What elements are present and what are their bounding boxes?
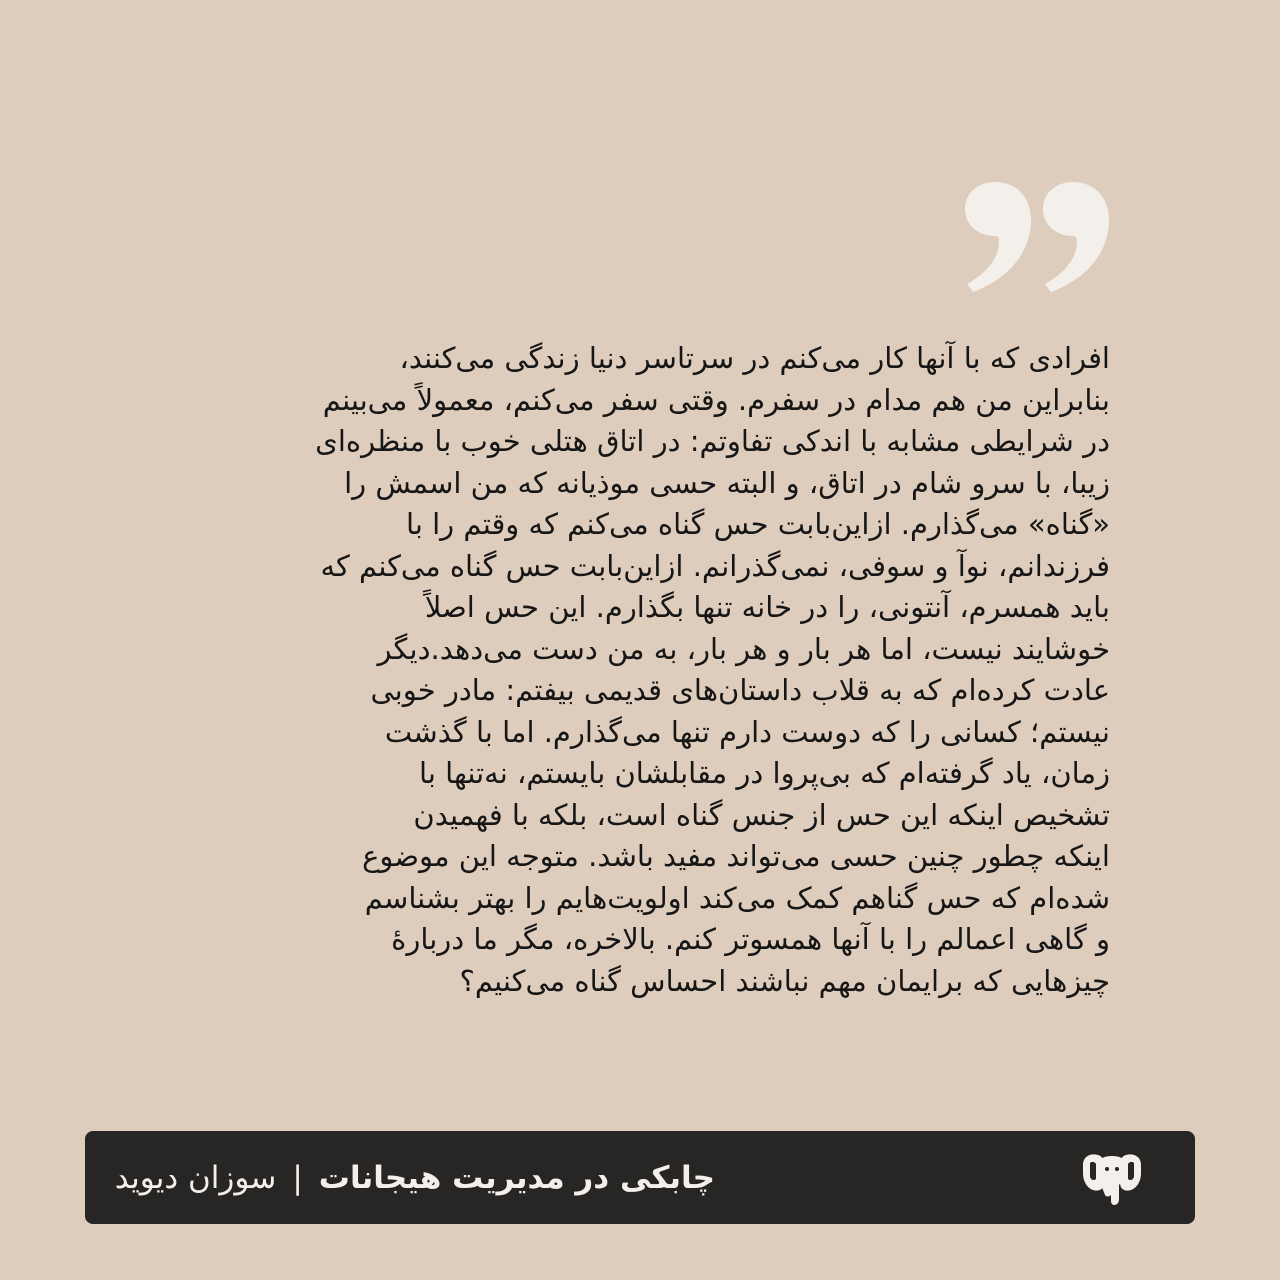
quote-line: افرادی که با آنها کار می‌کنم در سرتاسر دنیا زندگی می‌کنند، [399, 341, 1110, 375]
quote-line: در شرایطی مشابه با اندکی تفاوتم: در اتاق هتلی خوب با منظره‌ای [315, 424, 1110, 458]
quote-line: زمان، یاد گرفته‌ام که بی‌پروا در مقابلشان بایستم، نه‌تنها با [419, 756, 1110, 790]
quote-line: باید همسرم، آنتونی، را در خانه تنها بگذارم. این حس اصلاً [424, 590, 1110, 624]
quote-line: بنابراین من هم مدام در سفرم. وقتی سفر می‌کنم، معمولاً می‌بینم [322, 382, 1110, 417]
footer-caption [115, 1131, 715, 1224]
quote-line: عادت کرده‌ام که به قلاب داستان‌های قدیمی بیفتم: مادر خوبی [370, 673, 1110, 707]
author-name: سوزان دیوید [114, 1159, 277, 1196]
closing-quote-icon [955, 180, 1115, 295]
quote-line: «گناه» می‌گذارم. ازاین‌بابت حس گناه می‌کنم که وقتم را با [405, 507, 1110, 541]
quote-line: خوشایند نیست، اما هر بار و هر بار، به من دست می‌دهد.دیگر [377, 631, 1110, 666]
quote-text [170, 338, 1110, 1002]
caption-separator: | [292, 1159, 303, 1196]
quote-line: چیزهایی که برایمان مهم نباشند احساس گناه می‌کنیم؟ [459, 963, 1110, 998]
quote-line: تشخیص اینکه این حس از جنس گناه است، بلکه با فهمیدن [413, 797, 1110, 832]
quote-line: زیبا، با سرو شام در اتاق، و البته حسی موذیانه که من اسمش را [344, 465, 1110, 500]
quote-line: شده‌ام که حس گناهم کمک می‌کند اولویت‌هایم را بهتر بشناسم [364, 880, 1110, 915]
quote-line: اینکه چطور چنین حسی می‌تواند مفید باشد. متوجه این موضوع [362, 839, 1110, 873]
book-title: چابکی در مدیریت هیجانات [318, 1159, 715, 1196]
quote-line: و گاهی اعمالم را با آنها همسوتر کنم. بالاخره، مگر ما دربارۀ [391, 922, 1110, 956]
elephant-logo-icon [1079, 1151, 1145, 1207]
quote-line: فرزندانم، نوآ و سوفی، نمی‌گذرانم. ازاین‌بابت حس گناه می‌کنم که [320, 548, 1110, 583]
footer-bar [85, 1131, 1195, 1224]
quote-line: نیستم؛ کسانی را که دوست دارم تنها می‌گذارم. اما با گذشت [384, 714, 1110, 749]
